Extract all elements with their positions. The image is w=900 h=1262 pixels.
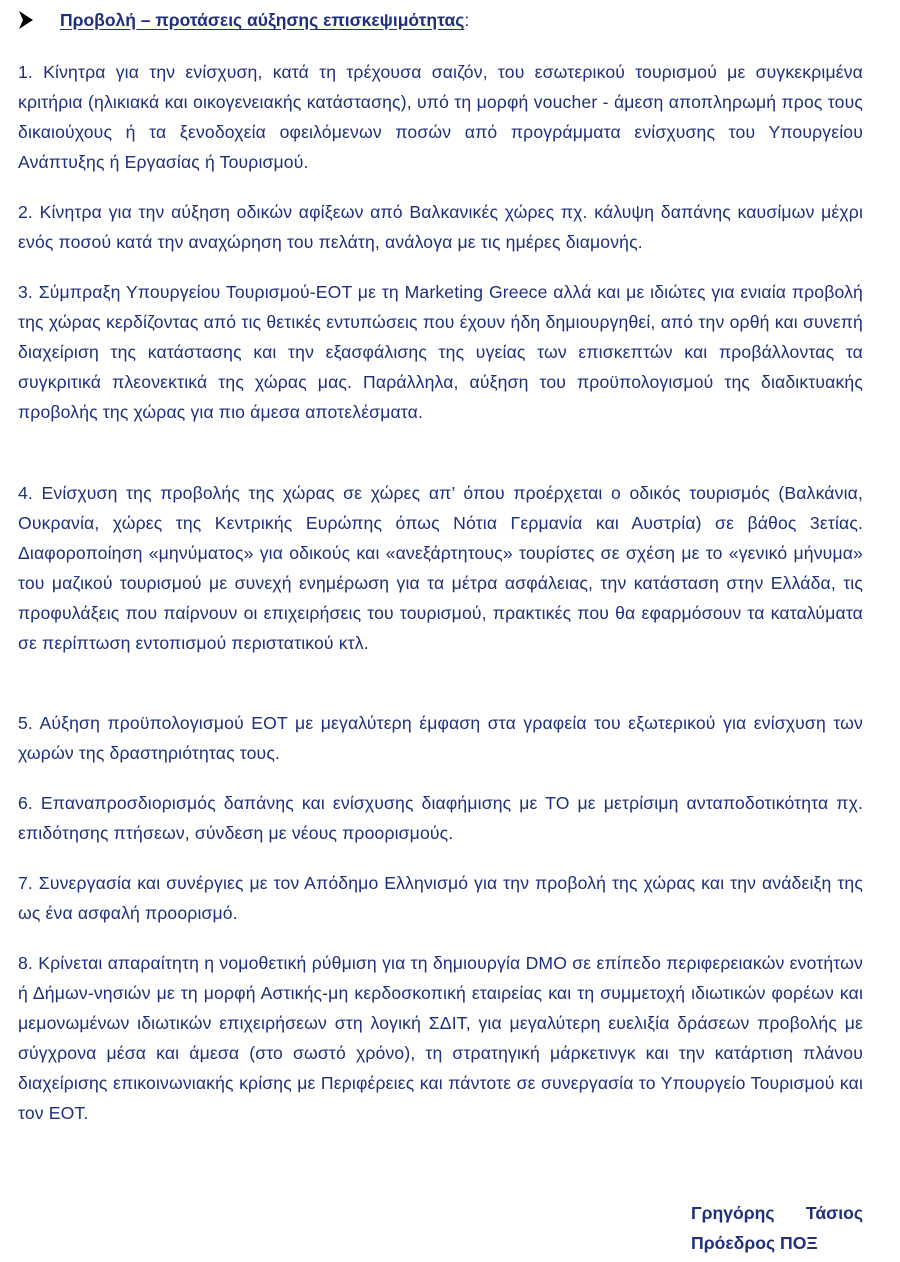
proposal-paragraph-7: 7. Συνεργασία και συνέργιες με τον Απόδημο Ελληνισμό για την προβολή της χώρας και την ανάδειξη της ως ένα ασφαλή προορισμό.: [18, 873, 863, 923]
signature-role: Πρόεδρος ΠΟΞ: [691, 1233, 818, 1253]
signature-name: [691, 1198, 863, 1228]
section-heading: [18, 8, 469, 32]
proposal-paragraph-8: 8. Κρίνεται απαραίτητη η νομοθετική ρύθμιση για τη δημιουργία DMO σε επίπεδο περιφερειακών ενοτήτων ή Δήμων-νησιών με τη μορφή Αστικής-μη κερδοσκοπική εταιρείας και τη συμμετοχή ιδιωτικών φορέων και μεμονωμένων ιδιωτικών επιχειρήσεων στη λογική ΣΔΙΤ, για μεγαλύτερη ευελιξία δράσεων προβολής με σύγχρονα μέσα και άμεσα (στο σωστό χρόνο), τη στρατηγική μάρκετινγκ και την κατάρτιση πλάνου διαχείρισης επικοινωνιακής κρίσης με Περιφέρειες και πάντοτε σε συνεργασία το Υπουργείο Τουρισμού και τον ΕΟΤ.: [18, 953, 863, 1123]
signature-block: [691, 1198, 863, 1258]
section-title-colon: :: [464, 10, 470, 30]
arrowhead-bullet-icon: [18, 10, 34, 30]
section-title: Προβολή – προτάσεις αύξησης επισκεψιμότητας: [60, 10, 465, 30]
proposal-paragraph-1: 1. Κίνητρα για την ενίσχυση, κατά τη τρέχουσα σαιζόν, του εσωτερικού τουρισμού με συγκεκριμένα κριτήρια (ηλικιακά και οικογενειακής κατάστασης), υπό τη μορφή voucher - άμεση αποπληρωμή προς τους δικαιούχους ή τα ξενοδοχεία οφειλόμενων ποσών από προγράμματα ενίσχυσης του Υπουργείου Ανάπτυξης ή Εργασίας ή Τουρισμού.: [18, 62, 863, 172]
signature-role-line: [691, 1228, 863, 1258]
proposal-paragraph-5: 5. Αύξηση προϋπολογισμού ΕΟΤ με μεγαλύτερη έμφαση στα γραφεία του εξωτερικού για ενίσχυση των χωρών της δραστηριότητας τους.: [18, 713, 863, 763]
signature-last-name: Τάσιος: [805, 1203, 863, 1223]
signature-first-name: Γρηγόρης: [691, 1203, 775, 1223]
proposal-paragraph-4: 4. Ενίσχυση της προβολής της χώρας σε χώρες απ’ όπου προέρχεται ο οδικός τουρισμός (Βαλκάνια, Ουκρανία, χώρες της Κεντρικής Ευρώπης όπως Νότια Γερμανία και Αυστρία) σε βάθος 3ετίας. Διαφοροποίηση «μηνύματος» για οδικούς και «ανεξάρτητους» τουρίστες σε σχέση με το «γενικό μήνυμα» του μαζικού τουρισμού με συνεχή ενημέρωση για τα μέτρα ασφάλειας, την κατάσταση στην Ελλάδα, τις προφυλάξεις που παίρνουν οι επιχειρήσεις του τουρισμού, πρακτικές που θα εφαρμόσουν τα καταλύματα σε περίπτωση εντοπισμού περιστατικού κτλ.: [18, 483, 863, 653]
proposal-paragraph-6: 6. Επαναπροσδιορισμός δαπάνης και ενίσχυσης διαφήμισης με ΤΟ με μετρίσιμη ανταποδοτικότητα πχ. επιδότησης πτήσεων, σύνδεση με νέους προορισμούς.: [18, 793, 863, 843]
proposal-paragraph-3: 3. Σύμπραξη Υπουργείου Τουρισμού-ΕΟΤ με τη Marketing Greece αλλά και με ιδιώτες για ενιαία προβολή της χώρας κερδίζοντας από τις θετικές εντυπώσεις που έχουν ήδη δημιουργηθεί, από την ορθή και συνεπή διαχείριση της κατάστασης και την εξασφάλισης της υγείας των επισκεπτών και προβάλλοντας τα συγκριτικά πλεονεκτικά της χώρας μας. Παράλληλα, αύξηση του προϋπολογισμού της διαδικτυακής προβολής της χώρας για πιο άμεσα αποτελέσματα.: [18, 282, 863, 422]
proposal-paragraph-2: 2. Κίνητρα για την αύξηση οδικών αφίξεων από Βαλκανικές χώρες πχ. κάλυψη δαπάνης καυσίμων μέχρι ενός ποσού κατά την αναχώρηση του πελάτη, ανάλογα με τις ημέρες διαμονής.: [18, 202, 863, 252]
